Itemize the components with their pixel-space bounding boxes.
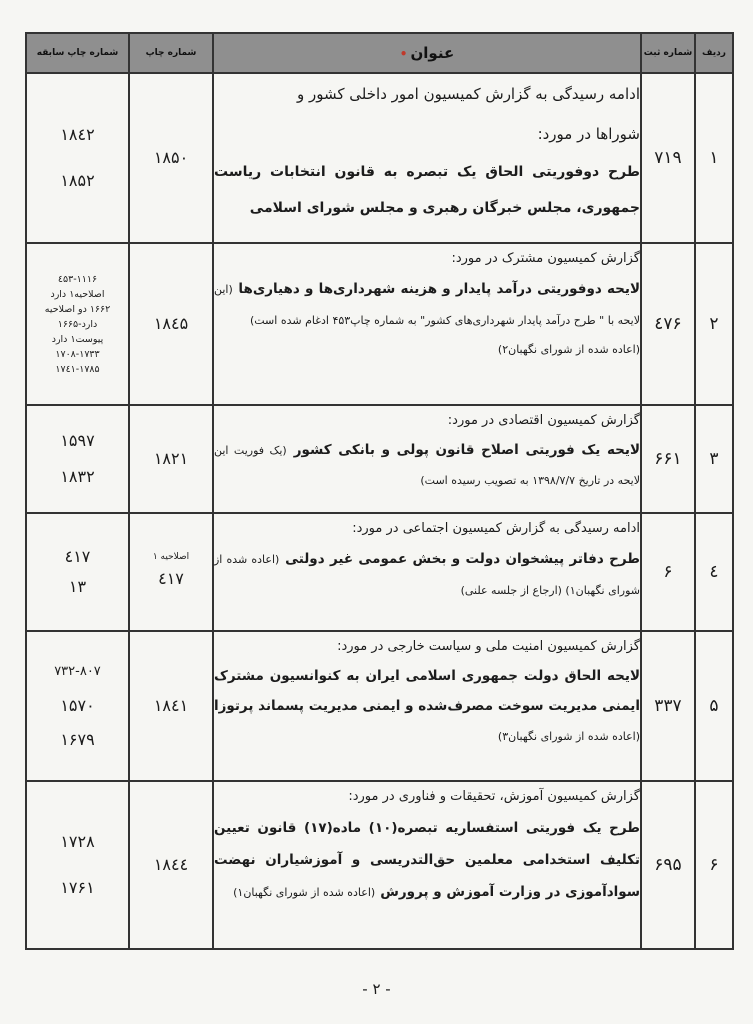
- table-header-row: [26, 33, 733, 73]
- registration-number: ۶٩۵: [641, 781, 695, 949]
- print-number: ١٨۵٠: [129, 73, 213, 243]
- registration-number: ٤٧۶: [641, 243, 695, 405]
- row-number: ٢: [695, 243, 733, 405]
- item-intro-continued: شوراها در مورد:: [537, 125, 640, 143]
- previous-print-numbers: ١٨٤٢ ١٨۵٢: [26, 73, 129, 243]
- agenda-item-title: [213, 513, 641, 631]
- previous-print-numbers: ٨٠٧-٧٣٢ ١۵٧٠ ١۶٧٩: [26, 631, 129, 781]
- item-intro: گزارش کمیسیون امنیت ملی و سیاست خارجی در مورد:: [337, 639, 640, 654]
- header-previous-print: شماره چاپ سابقه: [26, 33, 129, 73]
- item-subject-note: (اعاده شده از شورای نگهبان٣): [497, 730, 640, 743]
- table-row: [26, 781, 733, 949]
- table-row: [26, 243, 733, 405]
- registration-number: ۶: [641, 513, 695, 631]
- previous-print-numbers: ١١١۶-٤۵٣ اصلاحیه١ دارد ١۶۶٢ دو اصلاحیه دارد-١۶۶۵ پیوست١ دارد ١٧٣٣-١٧٠٨ ١٧٨۵-١٧٤١: [26, 243, 129, 405]
- agenda-table: [25, 32, 734, 950]
- print-amendment-note: اصلاحیه ١: [152, 552, 190, 562]
- row-number: ٣: [695, 405, 733, 513]
- agenda-item-title: [213, 73, 641, 243]
- previous-print-numbers: ١۵٩٧ ١٨٣٢: [26, 405, 129, 513]
- print-number: ١٨٤٤: [129, 781, 213, 949]
- table-row: [26, 631, 733, 781]
- registration-number: ٣٣٧: [641, 631, 695, 781]
- item-intro: گزارش کمیسیون اقتصادی در مورد:: [447, 413, 640, 428]
- agenda-item-title: [213, 781, 641, 949]
- row-number: ٤: [695, 513, 733, 631]
- header-row-number: ردیف: [695, 33, 733, 73]
- item-subject: طرح دفاتر پیشخوان دولت و بخش عمومی غیر دولتی: [285, 551, 640, 567]
- item-intro: ادامه رسیدگی به گزارش کمیسیون امور داخلی کشور و: [296, 85, 640, 103]
- red-dot-icon: •: [399, 47, 408, 61]
- item-intro: ادامه رسیدگی به گزارش کمیسیون اجتماعی در مورد:: [352, 521, 640, 536]
- item-intro: گزارش کمیسیون آموزش، تحقیقات و فناوری در مورد:: [348, 789, 640, 804]
- item-intro: گزارش کمیسیون مشترک در مورد:: [451, 251, 640, 266]
- item-status: (اعاده شده از شورای نگهبان٢): [497, 343, 640, 356]
- item-subject: طرح یک فوریتی استفساریه تبصره(١٠) ماده(١٧) قانون تعیین تکلیف استخدامی معلمین حق‌التدریسی و آموزشیاران نهضت سوادآموزی در وزارت آموزش و پرورش: [214, 820, 640, 900]
- table-row: [26, 513, 733, 631]
- previous-print-numbers: ١٧٢٨ ١٧۶١: [26, 781, 129, 949]
- item-subject-note: (این لایحه با " طرح درآمد پایدار شهرداری‌های کشور" به شماره چاپ۴۵۳ ادغام شده است): [214, 283, 640, 327]
- page-number: - ٢ -: [362, 980, 391, 998]
- table-row: [26, 405, 733, 513]
- row-number: ۶: [695, 781, 733, 949]
- agenda-item-title: [213, 631, 641, 781]
- header-title: عنوان•: [213, 33, 641, 73]
- table-row: [26, 73, 733, 243]
- previous-print-numbers: ٤١٧ ١٣: [26, 513, 129, 631]
- item-subject-note: (اعاده شده از شورای نگهبان١) (ارجاع از جلسه علنی): [214, 553, 640, 597]
- item-subject: لایحه دوفوریتی درآمد پایدار و هزینه شهرداری‌ها و دهیاری‌ها: [238, 281, 641, 297]
- row-number: ۵: [695, 631, 733, 781]
- header-print-number: شماره چاپ: [129, 33, 213, 73]
- print-number: ١٨٤١: [129, 631, 213, 781]
- registration-number: ۶۶١: [641, 405, 695, 513]
- header-registration-number: شماره ثبت: [641, 33, 695, 73]
- item-subject-note: (یک فوریت این لایحه در تاریخ ١٣٩٨/٧/٧ به تصویب رسیده است): [214, 444, 640, 487]
- print-number: ١٨٢١: [129, 405, 213, 513]
- item-subject: طرح دوفوریتی الحاق یک تبصره به قانون انتخابات ریاست جمهوری، مجلس خبرگان رهبری و مجلس شورای اسلامی: [214, 164, 640, 216]
- item-subject-note: (اعاده شده از شورای نگهبان١): [233, 886, 376, 899]
- row-number: ١: [695, 73, 733, 243]
- print-number: ١٨٤۵: [129, 243, 213, 405]
- agenda-sheet: [25, 32, 732, 950]
- agenda-item-title: [213, 405, 641, 513]
- print-number: اصلاحیه ١ ٤١٧: [129, 513, 213, 631]
- item-subject: لایحه یک فوریتی اصلاح قانون پولی و بانکی کشور: [293, 442, 640, 458]
- agenda-item-title: [213, 243, 641, 405]
- item-subject: لایحه الحاق دولت جمهوری اسلامی ایران به کنوانسیون مشترک ایمنی مدیریت سوخت مصرف‌شده و ایمنی مدیریت پسماند پرتوزا: [214, 668, 640, 714]
- registration-number: ٧١٩: [641, 73, 695, 243]
